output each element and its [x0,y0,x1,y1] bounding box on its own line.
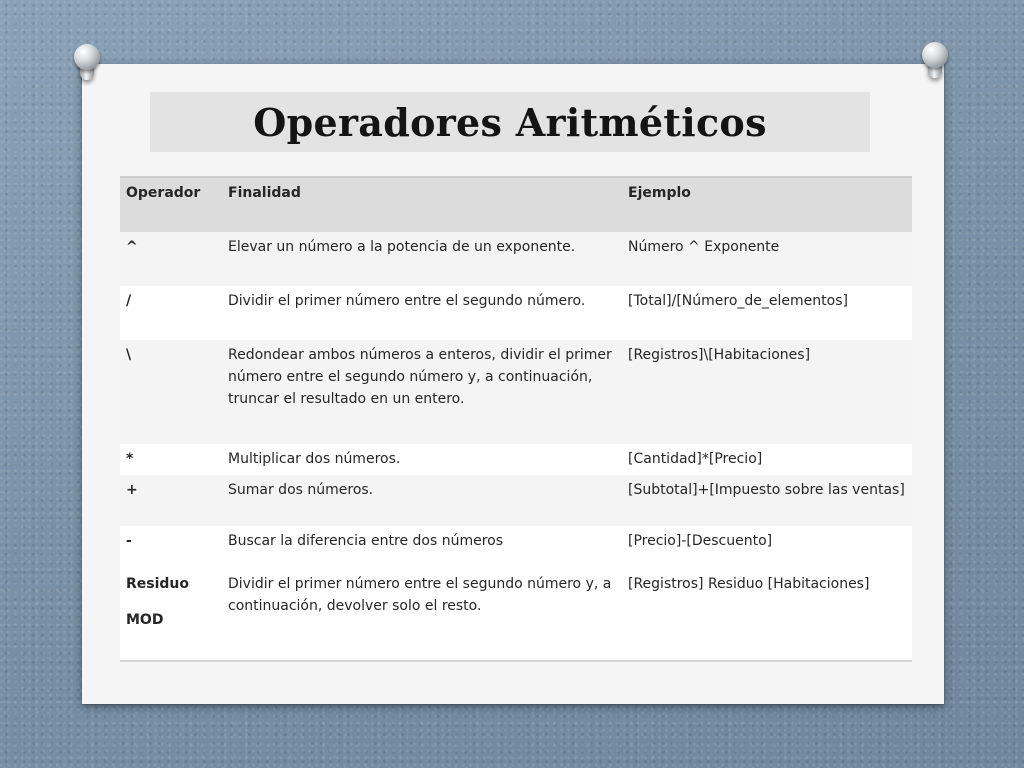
example-cell: [Subtotal]+[Impuesto sobre las ventas] [628,482,905,498]
purpose-cell: Sumar dos números. [228,482,374,498]
table-row [120,340,912,444]
example-residuo: [Registros] Residuo [Habitaciones] [628,576,870,592]
example-cell: [Total]/[Número_de_elementos] [628,293,848,309]
spacer [126,552,228,573]
example-cell: [Registros]\[Habitaciones] [628,347,811,363]
operator-cell [120,526,228,660]
operator-cell: * [126,451,134,467]
spacer [228,552,628,573]
purpose-cell: Multiplicar dos números. [228,451,401,467]
purpose-cell: Dividir el primer número entre el segundo número. [228,293,586,309]
example-cell: Número ^ Exponente [628,239,780,255]
operators-table [120,176,912,662]
example-cell: [Cantidad]*[Precio] [628,451,763,467]
operator-cell: \ [126,347,132,363]
purpose-minus: Buscar la diferencia entre dos números [228,533,504,549]
table-row [120,286,912,340]
purpose-cell [228,526,628,660]
purpose-residuo: Dividir el primer número entre el segundo número y, a continuación, devolver solo el resto. [228,576,612,614]
operator-residuo: Residuo [126,576,190,592]
pushpin-icon [920,42,950,82]
operator-cell: / [126,293,132,309]
operator-cell: ^ [126,239,138,255]
example-minus: [Precio]-[Descuento] [628,533,773,549]
pushpin-icon [72,44,102,84]
header-operador: Operador [126,185,201,201]
purpose-cell: Elevar un número a la potencia de un exponente. [228,239,576,255]
table-row [120,475,912,526]
operator-mod: MOD [126,612,164,628]
title-bar [150,92,870,152]
table-row [120,232,912,286]
spacer [628,552,912,573]
example-cell [628,526,912,660]
page-title: Operadores Aritméticos [253,99,767,145]
operator-cell: + [126,482,138,498]
purpose-cell: Redondear ambos números a enteros, dividir el primer número entre el segundo número y, a continuación, truncar el resultado en un entero. [228,347,612,407]
header-finalidad: Finalidad [228,185,301,201]
table-row [120,444,912,475]
table-header-row [120,178,912,232]
header-ejemplo: Ejemplo [628,185,691,201]
operator-minus: - [126,533,132,549]
table-row [120,526,912,660]
